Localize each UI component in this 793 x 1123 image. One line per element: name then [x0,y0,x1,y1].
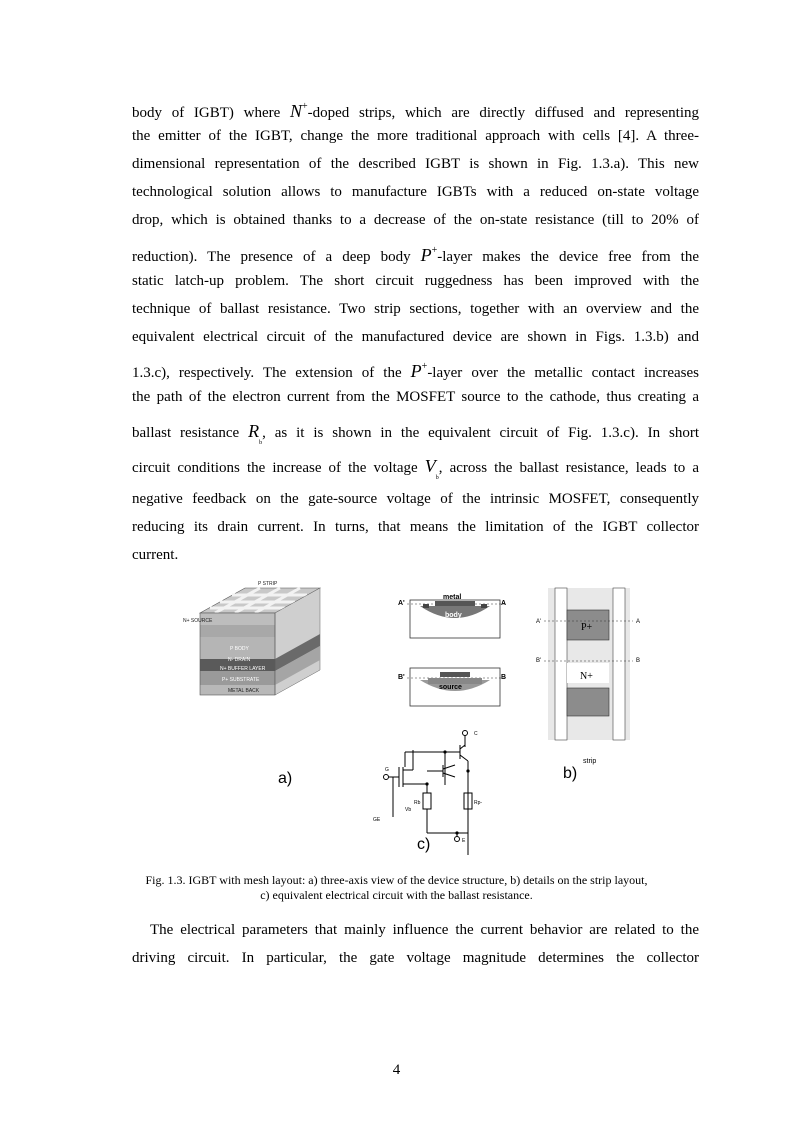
p1-l13-b: , across the ballast resistance, leads to a [438,460,699,476]
figure-a-3d-structure [180,578,380,733]
p1-line-14: negative feedback on the gate-source voltage of the intrinsic MOSFET, consequently [132,491,699,507]
p1-l6-a: reduction). The presence of a deep body [132,249,421,265]
p1-l10-a: 1.3.c), respectively. The extension of the [132,365,411,381]
label-substrate: P+ SUBSTRATE [222,677,260,683]
p1-line-11: the path of the electron current from the MOSFET source to the cathode, thus creating a [132,389,699,405]
var-N: N [289,101,302,121]
p1-line-9: equivalent electrical circuit of the manufactured device are shown in Figs. 1.3.b) and [132,329,699,345]
var-V: V [424,456,436,476]
p1-line-16: current. [132,547,179,563]
p1-l12-b: , as it is shown in the equivalent circuit of Fig. 1.3.c). In short [262,425,699,441]
label-n-drain: N- DRAIN [228,657,251,663]
var-P: P [420,245,432,265]
label-buffer: N+ BUFFER LAYER [220,666,266,672]
p1-l6-b: -layer makes the device free from the [437,249,699,265]
p1-line-4: technological solution allows to manufacture IGBTs with a reduced on-state voltage [132,184,699,200]
label-p-body: P BODY [230,646,249,652]
label-vb: Vb [405,807,412,813]
sub-b: b [435,475,439,481]
var-P: P [410,361,422,381]
p1-line-3: dimensional representation of the described IGBT is shown in Fig. 1.3.a). This new [132,156,699,172]
label-p-strip: P STRIP [258,581,278,587]
p1-line-15: reducing its drain current. In turns, that means the limitation of the IGBT collector [132,519,699,535]
p2-line-2: driving circuit. In particular, the gate voltage magnitude determines the collector [132,950,699,966]
figure-b-label: b) [563,765,578,782]
p1-line-1 [132,101,699,122]
p1-line-13 [132,456,699,481]
label-body: body [445,612,462,619]
label-source: source [439,684,462,691]
p1-line-12 [132,421,699,446]
p1-l10-b: -layer over the metallic contact increases [427,365,699,381]
sup-plus: + [431,245,438,256]
label-g: G [385,767,389,773]
p1-l13-a: circuit conditions the increase of the voltage [132,460,425,476]
label-a-prime: A' [398,600,405,607]
label-rp: Rp- [474,800,483,806]
figure-caption [100,873,693,903]
label-metal-back: METAL BACK [228,688,260,694]
figure-b-strip-layout [530,585,640,745]
label-e: E [462,838,466,844]
sub-b: b [259,440,263,446]
sup-plus: + [421,361,428,372]
label-b-prime: B' [398,674,405,681]
p1-l12-a: ballast resistance [132,425,249,441]
p1-line-5: drop, which is obtained thanks to a decrease of the on-state resistance (till to 20% of [132,212,699,228]
sup-plus: + [302,101,308,112]
p1-line-10 [132,361,699,382]
label-a: A [501,600,507,607]
caption-line-2: c) equivalent electrical circuit with the ballast resistance. [260,888,533,902]
label-ge: GE [373,817,381,823]
figure-a-label: a) [278,770,293,787]
figure-c-equivalent-circuit [365,725,500,855]
label-b-prime-top: B' [536,658,542,664]
figure-b-cross-sections [395,590,515,710]
page-number: 4 [392,1062,401,1078]
label-strip: strip [583,758,597,765]
label-b-top: B [636,658,640,664]
p2-line-1: The electrical parameters that mainly influence the current behavior are related to the [150,922,699,938]
p1-line-2: the emitter of the IGBT, change the more traditional approach with cells [4]. A three- [132,128,699,144]
label-metal: metal [443,594,462,601]
p1-line-7: static latch-up problem. The short circuit ruggedness has been improved with the [132,273,699,289]
label-c: C [474,731,478,737]
p1-line-8: technique of ballast resistance. Two strip sections, together with an overview and the [132,301,699,317]
label-n-source: N+ SOURCE [183,618,213,624]
label-a-prime-top: A' [536,619,542,625]
var-R: R [248,421,260,441]
p1-line-6 [132,245,699,266]
figure-c-label: c) [417,836,431,853]
p1-l1-b: -doped strips, which are directly diffused and representing [307,105,699,121]
label-a-top: A [636,619,640,625]
label-p-plus: P+ [581,622,593,633]
caption-line-1: Fig. 1.3. IGBT with mesh layout: a) three-axis view of the device structure, b) details on the strip layout, [145,873,648,887]
label-n-plus: N+ [580,671,593,682]
p1-l1-a: body of IGBT) where [132,105,290,121]
label-rb: Rb [414,800,421,806]
label-b: B [501,674,507,681]
